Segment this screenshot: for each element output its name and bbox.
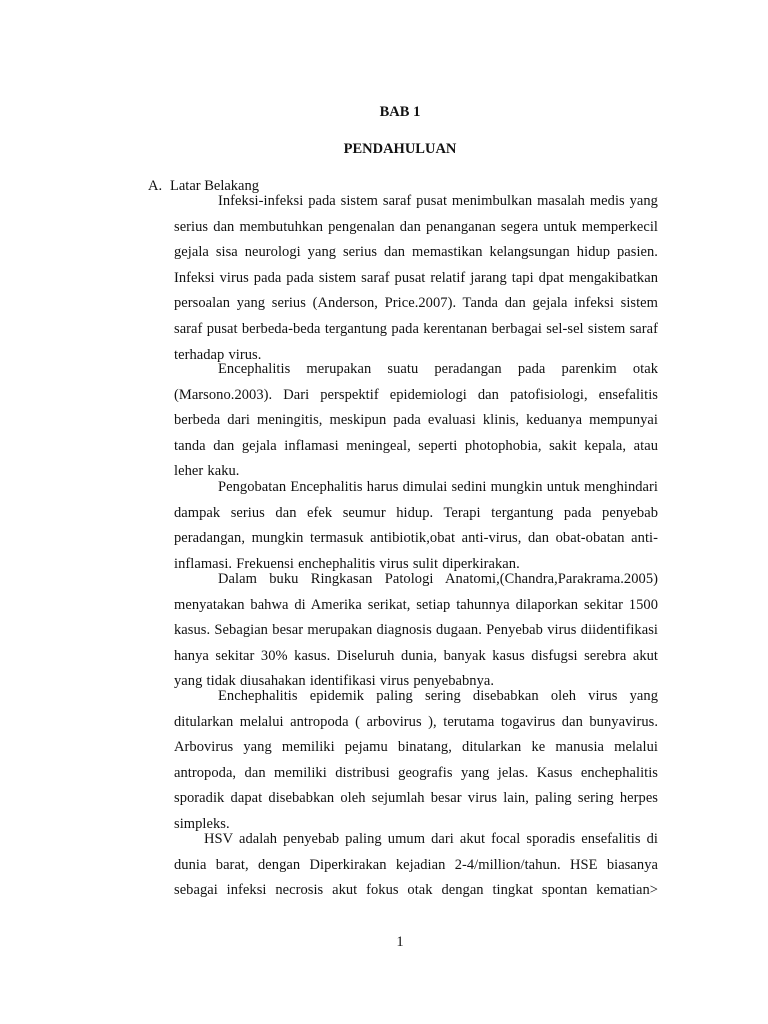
section-heading-text: Latar Belakang bbox=[170, 178, 259, 194]
section-number: A. bbox=[148, 178, 163, 194]
paragraph: Pengobatan Encephalitis harus dimulai sedini mungkin untuk menghindari dampak serius dan efek seumur hidup. Terapi tergantung pada penyebab peradangan, mungkin termasuk antibiotik,obat anti-virus, dan obat-obatan anti-inflamasi. Frekuensi enchephalitis virus sulit diperkirakan. bbox=[174, 479, 658, 572]
chapter-subtitle: PENDAHULUAN bbox=[343, 141, 457, 157]
chapter-title: BAB 1 bbox=[379, 104, 421, 120]
page-number: 1 bbox=[396, 934, 404, 950]
paragraph: Encephalitis merupakan suatu peradangan pada parenkim otak (Marsono.2003). Dari perspektif epidemiologi dan patofisiologi, ensefalitis berbeda dari meningitis, meskipun pada evaluasi klinis, keduanya mempunyai tanda dan gejala inflamasi meningeal, seperti photophobia, sakit kepala, atau leher kaku. bbox=[174, 361, 658, 480]
paragraph: Dalam buku Ringkasan Patologi Anatomi,(Chandra,Parakrama.2005) menyatakan bahwa di Amerika serikat, setiap tahunnya dilaporkan sekitar 1500 kasus. Sebagian besar merupakan diagnosis dugaan. Penyebab virus diidentifikasi hanya sekitar 30% kasus. Diseluruh dunia, banyak kasus disfugsi serebra akut yang tidak diusahakan identifikasi virus penyebabnya. bbox=[174, 571, 658, 690]
paragraph: HSV adalah penyebab paling umum dari akut focal sporadis ensefalitis di dunia barat, dengan Diperkirakan kejadian 2-4/million/tahun. HSE biasanya sebagai infeksi necrosis akut fokus otak dengan tingkat spontan kematian> bbox=[174, 831, 658, 899]
paragraph: Enchephalitis epidemik paling sering disebabkan oleh virus yang ditularkan melalui antropoda ( arbovirus ), terutama togavirus dan bunyavirus. Arbovirus yang memiliki pejamu binatang, ditularkan ke manusia melalui antropoda, dan memiliki distribusi geografis yang jelas. Kasus enchephalitis sporadik dapat disebabkan oleh sejumlah besar virus lain, paling sering herpes simpleks. bbox=[174, 688, 658, 832]
paragraph: Infeksi-infeksi pada sistem saraf pusat menimbulkan masalah medis yang serius dan membutuhkan pengenalan dan penanganan segera untuk memperkecil gejala sisa neurologi yang serius dan memastikan kelangsungan hidup pasien. Infeksi virus pada pada sistem saraf pusat relatif jarang tapi dpat mengakibatkan persoalan yang serius (Anderson, Price.2007). Tanda dan gejala infeksi sistem saraf pusat berbeda-beda tergantung pada kerentanan berbagai sel-sel sistem saraf terhadap virus. bbox=[174, 193, 658, 363]
